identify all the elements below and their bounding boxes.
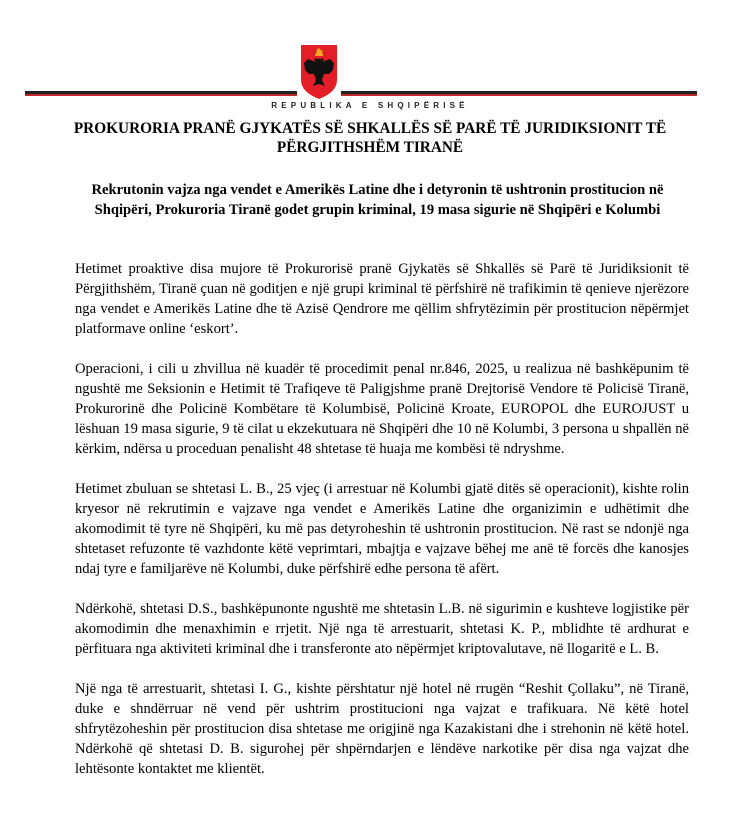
press-release-headline: Rekrutonin vajza nga vendet e Amerikës Latine dhe i detyronin të ushtronin prostitucion në Shqipëri, Prokuroria Tiranë godet grupin kriminal, 19 masa sigurie në Shqipëri e Kolumbi — [91, 182, 664, 218]
letterhead — [0, 0, 740, 115]
paragraph: Ndërkohë, shtetasi D.S., bashkëpunonte ngushtë me shtetasin L.B. në sigurimin e kushteve logjistike për akomodimin dhe menaxhimin e rrjetit. Një nga të arrestuarit, shtetasi K. P., mblidhte të ardhurat e përfituara nga aktiviteti kriminal dhe i transferonte ato nëpërmjet kriptovalutave, në llogaritë e L. B. — [75, 601, 689, 657]
paragraph: Hetimet zbuluan se shtetasi L. B., 25 vjeç (i arrestuar në Kolumbi gjatë ditës së operacionit), kishte rolin kryesor në rekrutimin e vajzave nga vendet e Amerikës Latine dhe organizimin e udhëtimit dhe akomodimit të tyre në Shqipëri, ku më pas detyroheshin të ushtronin prostitucion. Në rast se ndonjë nga shtetaset refuzonte të vazhdonte këtë veprimtari, mbajtja e vajzave bëhej me anë të forcës dhe kanosjes ndaj tyre e familjarëve në Kolumbi, duke përfshirë edhe persona të afërt. — [75, 481, 689, 577]
paragraph: Një nga të arrestuarit, shtetasi I. G., kishte përshtatur një hotel në rrugën “Reshit Çollaku”, në Tiranë, duke e shndërruar në vend për ushtrim prostitucioni nga vajzat e trafikuara. Në këtë hotel shfrytëzoheshin për prostitucion disa shtetase me origjinë nga Kazakistani dhe i strehonin në këtë hotel. Ndërkohë që shtetasi D. B. sigurohej për shpërndarjen e lëndëve narkotike për disa nga vajzat dhe lehtësonte kontaktet me klientët. — [75, 681, 689, 777]
header-rule-right-red — [341, 94, 697, 96]
republic-label: REPUBLIKA E SHQIPËRISË — [271, 101, 469, 110]
page-title: PROKURORIA PRANË GJYKATËS SË SHKALLËS SË PARË TË JURIDIKSIONIT TË PËRGJITHSHËM TIRANË — [73, 120, 667, 156]
coat-of-arms-icon — [300, 44, 338, 100]
header-rule-left-red — [25, 94, 297, 96]
paragraph: Hetimet proaktive disa mujore të Prokurorisë pranë Gjykatës së Shkallës së Parë të Juridiksionit të Përgjithshëm, Tiranë çuan në goditjen e një grupi kriminal të përfshirë në trafikimin të qenieve njerëzore nga vendet e Amerikës Latine dhe të Azisë Qendrore me qëllim shfrytëzimin për prostitucion nëpërmjet platformave online ‘eskort’. — [75, 261, 689, 337]
document-body — [75, 259, 689, 799]
paragraph: Operacioni, i cili u zhvillua në kuadër të procedimit penal nr.846, 2025, u realizua në bashkëpunim të ngushtë me Seksionin e Hetimit të Trafiqeve të Paligjshme pranë Drejtorisë Vendore të Policisë Tiranë, Prokurorinë dhe Policinë Kombëtare të Kolumbisë, Policinë Kroate, EUROPOL dhe EUROJUST u lëshuan 19 masa sigurie, 9 të cilat u ekzekutuara në Shqipëri dhe 10 në Kolumbi, 3 persona u shpallën në kërkim, ndërsa u proceduan penalisht 48 shtetase të huaja me kombësi të ndryshme. — [75, 361, 689, 457]
